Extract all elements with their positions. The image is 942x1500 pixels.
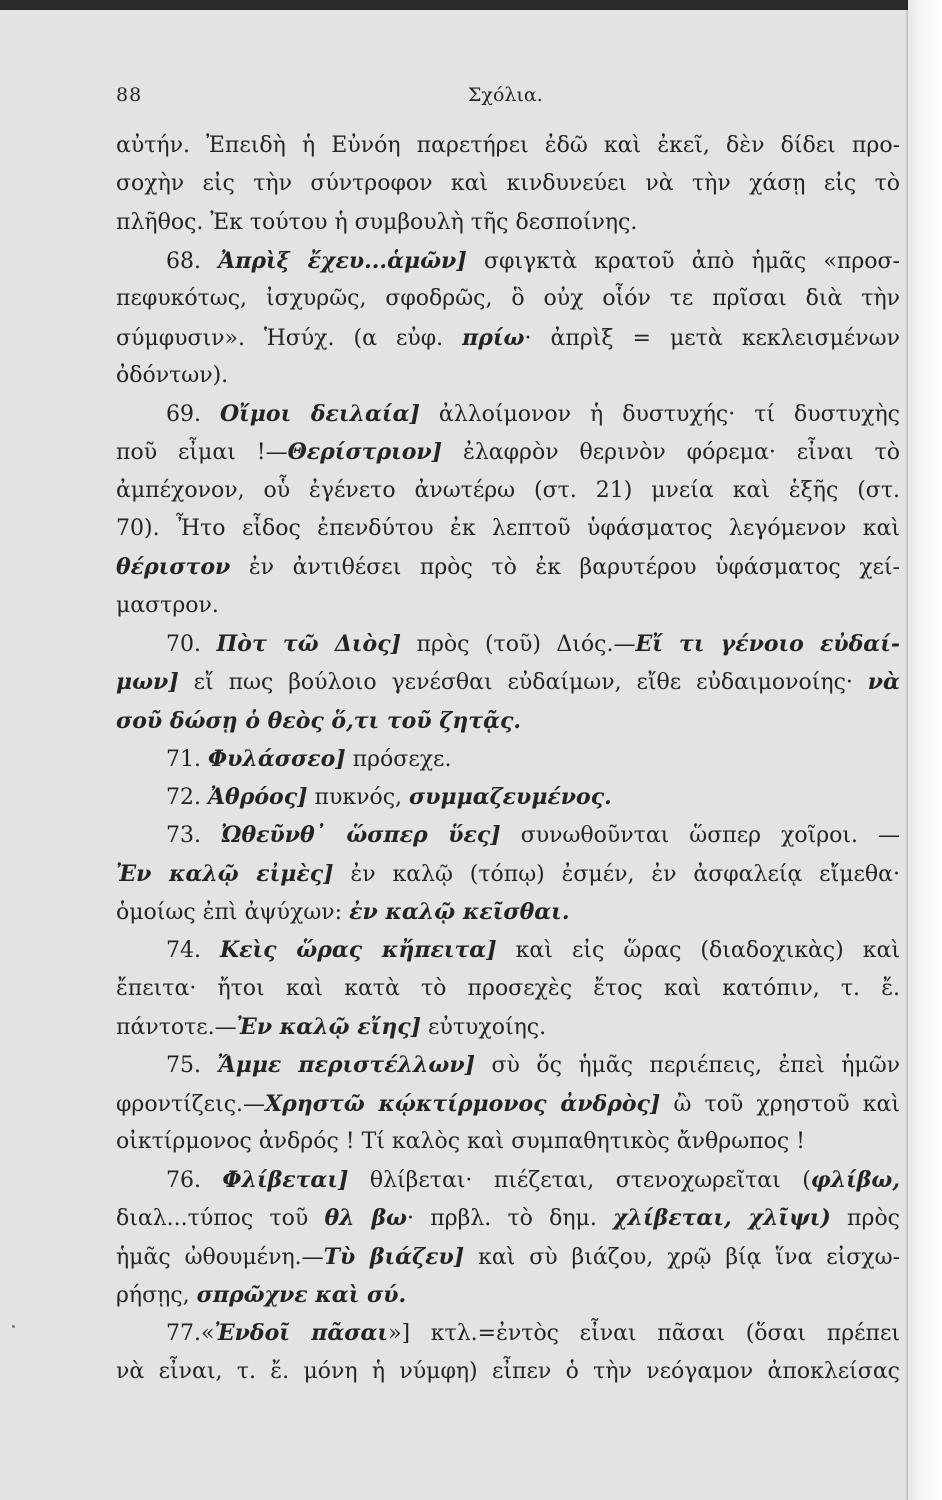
running-title: Σχόλια.: [468, 84, 543, 106]
gloss-text: ὁμοίως ἐπὶ ἀψύχων:: [116, 900, 350, 925]
text-line: [116, 1206, 900, 1231]
lemma-text: θλ βω: [324, 1205, 407, 1232]
lemma-text: Ἐν καλῷ εἰμὲς]: [116, 860, 334, 887]
lemma-text: Οἴμοι δειλαία]: [219, 401, 420, 428]
gloss-text: ἐν καλῷ (τόπῳ) ἐσμέν, ἐν ἀσφαλείᾳ εἴμεθα·: [333, 861, 900, 887]
gloss-text: σφιγκτὰ κρατοῦ ἀπὸ ἡμᾶς «προσ-: [466, 248, 900, 274]
gloss-text: 70.: [166, 631, 217, 657]
gloss-text: μαστρον.: [116, 592, 219, 618]
lemma-text: Φλίβεται]: [222, 1167, 349, 1194]
lemma-text: Εἴ τι γένοιο εὐδαί-: [635, 630, 900, 657]
gloss-text: 72.: [166, 785, 208, 811]
text-line: [116, 900, 569, 925]
gloss-text: νὰ εἶναι, τ. ἔ. μόνη ἡ νύμφη) εἶπεν ὁ τὴν νεόγαμον ἀποκλείσας: [116, 1358, 900, 1384]
gloss-text: ἐλαφρὸν θερινὸν φόρεμα· εἶναι τὸ: [442, 440, 900, 466]
gloss-text: καὶ σὺ βιάζου, χρῷ βίᾳ ἵνα εἰσχω-: [464, 1244, 900, 1270]
gloss-text: ἔπειτα· ἤτοι καὶ κατὰ τὸ προσεχὲς ἔτος καὶ κατόπιν, τ. ἔ.: [116, 975, 900, 1001]
gloss-text: 69.: [166, 402, 220, 428]
gloss-text: θλίβεται· πιέζεται, στενοχωρεῖται (: [348, 1168, 811, 1194]
gloss-text: ἀλλοίμονον ἡ δυστυχής· τί δυστυχὴς: [419, 402, 900, 428]
lemma-text: Φυλάσσεο]: [207, 745, 346, 772]
gloss-text: »] κτλ.=ἐντὸς εἶναι πᾶσαι (ὅσαι πρέπει: [388, 1321, 901, 1347]
text-line: [116, 1015, 546, 1040]
gloss-text: πάντοτε.—: [116, 1014, 237, 1040]
text-line: [166, 823, 900, 848]
gloss-text: ἐν ἀντιθέσει πρὸς τὸ ἐκ βαρυτέρου ὑφάσματος χεί-: [230, 555, 900, 581]
lemma-text: Ὠθεῦνθ᾽ ὥσπερ ὕες]: [220, 822, 501, 849]
text-line: [116, 1130, 805, 1154]
text-line: [166, 1321, 900, 1346]
gloss-text: σὺ ὅς ἡμᾶς περιέπεις, ἐπεὶ ἡμῶν: [475, 1053, 901, 1079]
text-line: [116, 1245, 900, 1270]
lemma-text: Ἐνδοῖ πᾶσαι: [214, 1320, 389, 1347]
gloss-text: 77.«: [166, 1321, 215, 1347]
text-line: [166, 402, 900, 427]
gloss-text: πεφυκότως, ἰσχυρῶς, σφοδρῶς, ὃ οὐχ οἷόν τε πρῖσαι διὰ τὴν: [116, 286, 900, 312]
lemma-text: Ἀθρόος]: [207, 784, 308, 811]
gloss-text: πλῆθος. Ἐκ τούτου ἡ συμβουλὴ τῆς δεσποίνης.: [116, 209, 638, 235]
text-line: [116, 977, 900, 1001]
text-line: [116, 326, 900, 351]
text-line: [166, 1053, 900, 1078]
lemma-text: σπρῶχνε καὶ σύ.: [196, 1282, 407, 1308]
gloss-text: · ἀπρὶξ = μετὰ κεκλεισμένων: [524, 325, 900, 351]
text-line: [116, 211, 637, 235]
text-line: [116, 670, 900, 695]
gloss-text: 71.: [166, 746, 208, 772]
lemma-text: Θερίστριον]: [287, 439, 443, 466]
gloss-text: ἡμᾶς ὠθουμένη.—: [116, 1244, 324, 1270]
text-line: [166, 938, 900, 963]
lemma-text: Κεὶς ὥρας κἤπειτα]: [220, 937, 497, 964]
lemma-text: πρίω: [462, 324, 525, 351]
gloss-text: ἀμπέχονον, οὗ ἐγένετο ἀνωτέρω (στ. 21) μνεία καὶ ἑξῆς (στ.: [116, 477, 900, 503]
text-line: [166, 1168, 900, 1193]
gloss-text: σοχὴν εἰς τὴν σύντροφον καὶ κινδυνεύει νὰ τὴν χάσῃ εἰς τὸ: [116, 171, 900, 197]
gloss-text: 73.: [166, 823, 221, 849]
gloss-text: ὀδόντων).: [116, 362, 229, 388]
lemma-text: μων]: [116, 669, 179, 696]
text-line: [116, 555, 900, 580]
text-line: [116, 594, 219, 618]
text-line: [116, 517, 900, 541]
gloss-text: πρόσεχε.: [345, 746, 452, 772]
lemma-text: Ἀπρὶξ ἔχευ...ἁμῶν]: [218, 247, 467, 274]
text-line: [166, 785, 900, 810]
lemma-text: ἐν καλῷ κεῖσθαι.: [349, 899, 570, 925]
lemma-text: συμμαζευμένος.: [409, 784, 612, 811]
lemma-text: νὰ: [867, 669, 900, 696]
gloss-text: καὶ εἰς ὥρας (διαδοχικὰς) καὶ: [496, 938, 900, 964]
lemma-text: Ἐν καλῷ εἴης]: [236, 1013, 422, 1040]
text-line: [116, 287, 900, 311]
gloss-text: ποῦ εἶμαι !—: [116, 440, 288, 466]
gloss-text: διαλ...τύπος τοῦ: [116, 1206, 325, 1232]
text-line: [116, 862, 900, 887]
gloss-text: εἴ πως βούλοιο γενέσθαι εὐδαίμων, εἴθε εὐδαιμονοίης·: [178, 670, 868, 696]
text-line: [116, 134, 900, 158]
text-line: [116, 479, 900, 503]
scan-speck: [12, 1325, 15, 1328]
gloss-text: 76.: [166, 1168, 223, 1194]
text-line: [116, 709, 521, 734]
lemma-text: Τὺ βιάζευ]: [323, 1243, 465, 1270]
text-line: [116, 172, 900, 196]
lemma-text: Πὸτ τῶ Διὸς]: [216, 630, 402, 657]
lemma-text: Ἄμμε περιστέλλων]: [217, 1052, 476, 1079]
gloss-text: 70). Ἦτο εἶδος ἐπενδύτου ἐκ λεπτοῦ ὑφάσματος λεγόμενον καὶ: [116, 516, 900, 541]
lemma-text: σοῦ δώσῃ ὁ θεὸς ὅ,τι τοῦ ζητᾷς.: [116, 707, 522, 734]
gloss-text: σύμφυσιν». Ἡσύχ. (α εὐφ.: [116, 325, 463, 351]
text-line: [116, 1092, 900, 1117]
lemma-text: Χρηστῶ κῴκτίρμονος ἀνδρὸς]: [265, 1090, 661, 1117]
text-line: [166, 632, 900, 657]
text-line: [116, 364, 228, 388]
page-number: 88: [116, 84, 143, 106]
gloss-text: ὢ τοῦ χρηστοῦ καὶ: [660, 1091, 901, 1117]
gloss-text: αὐτήν. Ἐπειδὴ ἡ Εὐνόη παρετήρει ἐδῶ καὶ ἐκεῖ, δὲν δίδει προ-: [116, 133, 900, 158]
gloss-text: συνωθοῦνται ὥσπερ χοῖροι. —: [500, 823, 900, 849]
gloss-text: 74.: [166, 938, 221, 964]
text-line: [166, 249, 900, 274]
gloss-text: 75.: [166, 1053, 218, 1079]
gloss-text: πυκνός,: [307, 785, 410, 811]
lemma-text: θέριστον: [116, 554, 231, 581]
gloss-text: 68.: [166, 248, 219, 274]
lemma-text: χλίβεται, χλῖψι): [613, 1205, 831, 1232]
gloss-text: οἰκτίρμονος ἀνδρός ! Τί καλὸς καὶ συμπαθητικὸς ἄνθρωπος !: [116, 1128, 806, 1154]
lemma-text: φλίβω,: [810, 1167, 900, 1194]
text-line: [166, 747, 900, 772]
gloss-text: πρὸς: [830, 1206, 901, 1232]
gloss-text: πρὸς (τοῦ) Διός.—: [401, 631, 636, 657]
gloss-text: ρήσῃς,: [116, 1283, 197, 1308]
gloss-text: εὐτυχοίης.: [421, 1014, 547, 1040]
text-line: [116, 440, 900, 465]
gloss-text: φροντίζεις.—: [116, 1091, 266, 1117]
gloss-text: · πρβλ. τὸ δημ.: [407, 1206, 614, 1232]
text-line: [116, 1360, 900, 1384]
text-line: [116, 1283, 406, 1308]
